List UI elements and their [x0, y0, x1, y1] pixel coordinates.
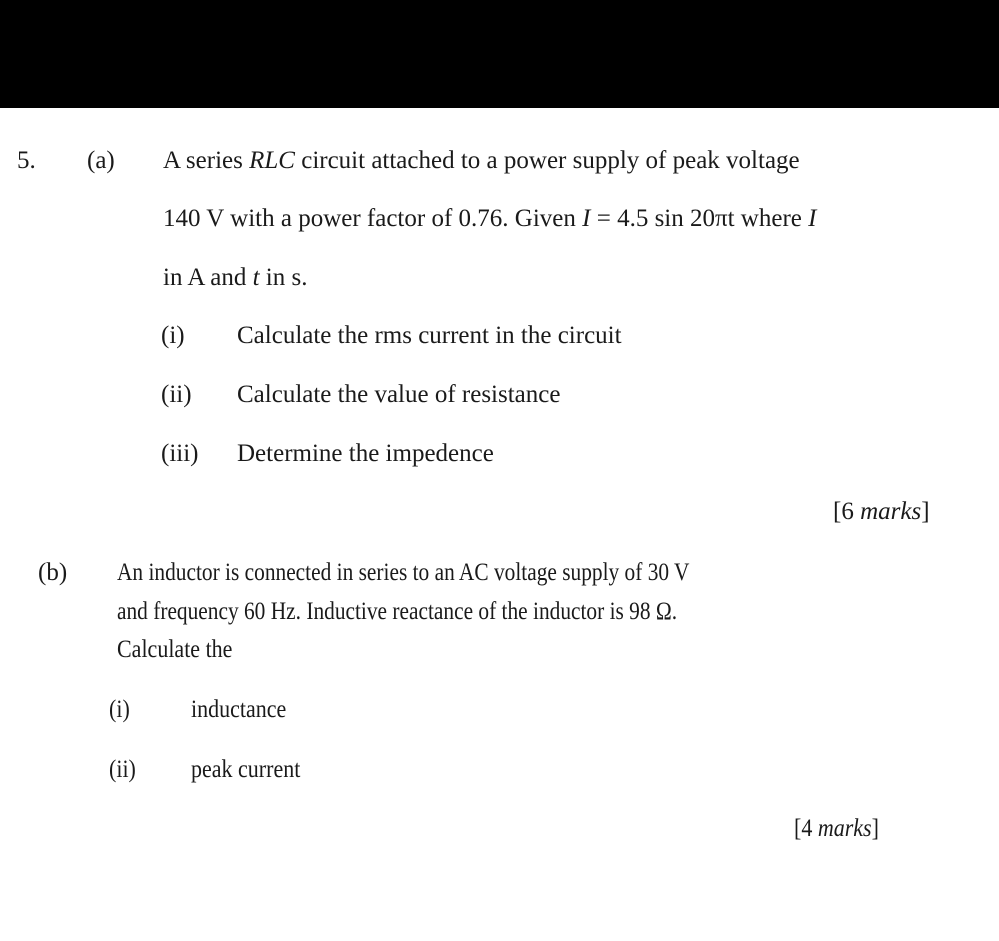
subpart-b-ii-label: (ii) — [109, 756, 136, 783]
question-number: 5. — [17, 147, 36, 174]
var-t: t — [252, 264, 260, 291]
text: in A and — [163, 264, 253, 291]
part-b-line-1: An inductor is connected in series to an AC voltage supply of 30 V — [117, 559, 690, 586]
part-a-line-1 — [163, 146, 800, 176]
subpart-b-ii-text: peak current — [191, 756, 301, 783]
text: [4 — [794, 815, 818, 842]
text: marks — [817, 815, 872, 842]
subpart-a-i-label: (i) — [161, 322, 185, 349]
text: A series — [163, 147, 250, 174]
part-b-marks — [794, 814, 879, 844]
subpart-a-ii-text: Calculate the value of resistance — [237, 381, 561, 408]
subpart-b-i-text: inductance — [191, 696, 287, 723]
subpart-a-iii-label: (iii) — [161, 440, 199, 467]
text: marks — [860, 498, 922, 525]
subpart-a-iii-text: Determine the impedence — [237, 440, 494, 467]
var-i: I — [582, 205, 591, 232]
subpart-a-i-text: Calculate the rms current in the circuit — [237, 322, 622, 349]
text: in s. — [259, 264, 308, 291]
text: ] — [871, 815, 879, 842]
subpart-a-ii-label: (ii) — [161, 381, 192, 408]
top-black-bar — [0, 0, 999, 108]
text: ] — [921, 498, 930, 525]
part-a-line-3 — [163, 263, 307, 293]
text: = 4.5 sin 20πt where — [590, 205, 809, 232]
part-b-label: (b) — [38, 559, 68, 586]
subpart-b-i-label: (i) — [109, 696, 130, 723]
text: 140 V with a power factor of 0.76. Given — [163, 205, 583, 232]
text: [6 — [833, 498, 861, 525]
part-a-marks — [833, 497, 930, 527]
part-b-line-3: Calculate the — [117, 636, 233, 663]
var-i: I — [808, 205, 817, 232]
rlc-italic: RLC — [249, 147, 295, 174]
part-a-label: (a) — [87, 147, 115, 174]
part-a-line-2 — [163, 204, 816, 234]
text: circuit attached to a power supply of peak voltage — [294, 147, 800, 174]
part-b-line-2: and frequency 60 Hz. Inductive reactance of the inductor is 98 Ω. — [117, 598, 678, 625]
